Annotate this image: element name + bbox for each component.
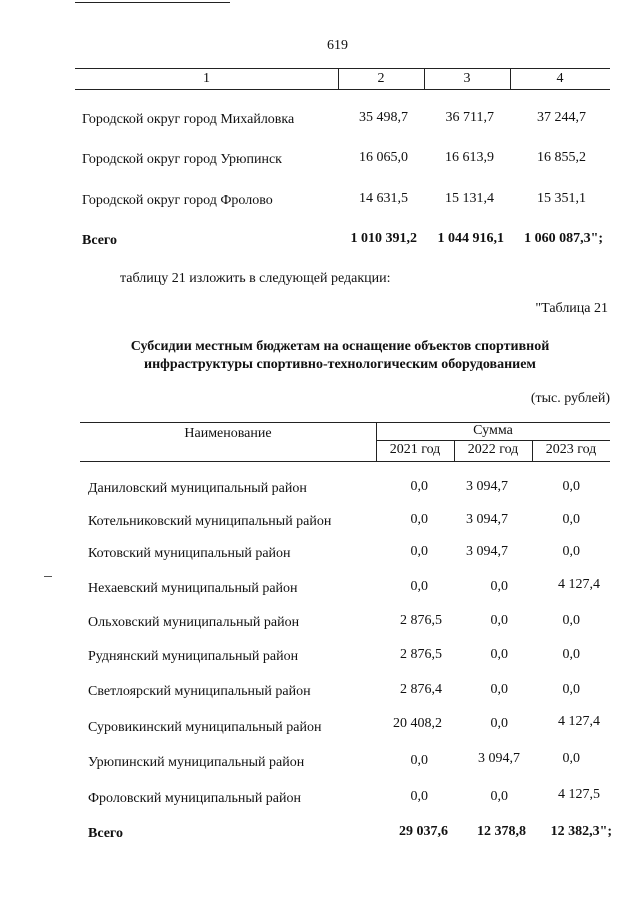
table1-header-cell: 2 xyxy=(377,71,385,86)
table2-row-value: 0,0 xyxy=(490,613,508,628)
table2-row-value: 0,0 xyxy=(562,647,580,662)
table2-total-label: Всего xyxy=(88,826,123,841)
table2-row-value: 0,0 xyxy=(562,479,580,494)
margin-mark xyxy=(44,576,52,577)
table1-row-value: 37 244,7 xyxy=(537,110,586,125)
table2-row-value: 2 876,5 xyxy=(400,647,442,662)
table1-header-top-line xyxy=(75,68,610,69)
table1-header-cell: 3 xyxy=(463,71,471,86)
units-label: (тыс. рублей) xyxy=(530,391,610,406)
table1-row-name: Городской округ город Урюпинск xyxy=(82,152,282,167)
table2-row-value: 0,0 xyxy=(562,512,580,527)
table2-header-bottom-line xyxy=(80,461,610,462)
table2-row-value: 20 408,2 xyxy=(393,716,442,731)
table1-header-bottom-line xyxy=(75,89,610,90)
table2-row-value: 0,0 xyxy=(562,682,580,697)
table2-row-value: 0,0 xyxy=(562,613,580,628)
table2-header-year: 2023 год xyxy=(545,442,597,457)
table1-header-cell: 1 xyxy=(203,71,210,86)
table1-row-name: Городской округ город Фролово xyxy=(82,193,273,208)
table1-row-value: 16 855,2 xyxy=(537,150,586,165)
table1-row-value: 15 351,1 xyxy=(537,191,586,206)
table1-row-value: 16 065,0 xyxy=(359,150,408,165)
table2-row-value: 0,0 xyxy=(410,512,428,527)
table2-row-value: 2 876,5 xyxy=(400,613,442,628)
table2-row-name: Руднянский муниципальный район xyxy=(88,649,299,664)
top-border-line xyxy=(75,2,230,3)
table2-row-name: Ольховский муниципальный район xyxy=(88,615,300,630)
table2-row-value: 0,0 xyxy=(410,753,428,768)
table2-row-value: 0,0 xyxy=(562,544,580,559)
table2-row-value: 0,0 xyxy=(410,579,428,594)
table2-row-name: Котельниковский муниципальный район xyxy=(88,514,332,529)
table2-row-value: 0,0 xyxy=(490,716,508,731)
table2-row-value: 3 094,7 xyxy=(466,479,508,494)
table2-row-value: 0,0 xyxy=(490,682,508,697)
table-label: "Таблица 21 xyxy=(535,301,608,316)
table2-row-value: 4 127,5 xyxy=(558,787,600,802)
table1-row-name: Городской округ город Михайловка xyxy=(82,112,295,127)
table2-header-name: Наименование xyxy=(184,426,272,441)
table1-row-value: 35 498,7 xyxy=(359,110,408,125)
table1-row-value: 16 613,9 xyxy=(445,150,494,165)
table2-total-value: 12 378,8 xyxy=(477,824,526,839)
table2-header-sum: Сумма xyxy=(473,423,513,438)
table2-header-year: 2021 год xyxy=(389,442,441,457)
table2-row-value: 4 127,4 xyxy=(558,577,600,592)
table2-row-name: Светлоярский муниципальный район xyxy=(88,684,311,699)
table-title-line2: инфраструктуры спортивно-технологическим оборудованием xyxy=(144,357,536,372)
table2-row-name: Даниловский муниципальный район xyxy=(88,481,307,496)
table2-sum-underline xyxy=(376,440,610,441)
table2-row-value: 0,0 xyxy=(490,789,508,804)
table2-header-year: 2022 год xyxy=(467,442,519,457)
table2-row-value: 0,0 xyxy=(410,789,428,804)
table2-row-name: Урюпинский муниципальный район xyxy=(88,755,305,770)
table1-header-cell: 4 xyxy=(556,71,564,86)
table1-total-value: 1 060 087,3"; xyxy=(524,231,603,246)
table2-row-value: 0,0 xyxy=(410,479,428,494)
table2-row-name: Котовский муниципальный район xyxy=(88,546,291,561)
table2-row-value: 0,0 xyxy=(490,579,508,594)
table2-row-name: Нехаевский муниципальный район xyxy=(88,581,298,596)
table1-total-value: 1 044 916,1 xyxy=(437,231,504,246)
table2-row-value: 3 094,7 xyxy=(478,751,520,766)
table2-row-value: 2 876,4 xyxy=(400,682,442,697)
page-number: 619 xyxy=(327,38,348,53)
table1-total-label: Всего xyxy=(82,233,117,248)
table2-row-value: 3 094,7 xyxy=(466,512,508,527)
table2-row-value: 4 127,4 xyxy=(558,714,600,729)
table2-row-name: Фроловский муниципальный район xyxy=(88,791,302,806)
table2-row-value: 3 094,7 xyxy=(466,544,508,559)
table1-row-value: 15 131,4 xyxy=(445,191,494,206)
table1-total-value: 1 010 391,2 xyxy=(350,231,417,246)
table2-row-value: 0,0 xyxy=(562,751,580,766)
table2-total-value: 12 382,3"; xyxy=(550,824,612,839)
table1-row-value: 36 711,7 xyxy=(445,110,494,125)
table-title-line1: Субсидии местным бюджетам на оснащение объектов спортивной xyxy=(130,339,550,354)
table2-row-name: Суровикинский муниципальный район xyxy=(88,720,322,735)
table2-row-value: 0,0 xyxy=(490,647,508,662)
instruction-text: таблицу 21 изложить в следующей редакции: xyxy=(120,271,391,286)
table2-total-value: 29 037,6 xyxy=(399,824,448,839)
table2-row-value: 0,0 xyxy=(410,544,428,559)
table1-row-value: 14 631,5 xyxy=(359,191,408,206)
